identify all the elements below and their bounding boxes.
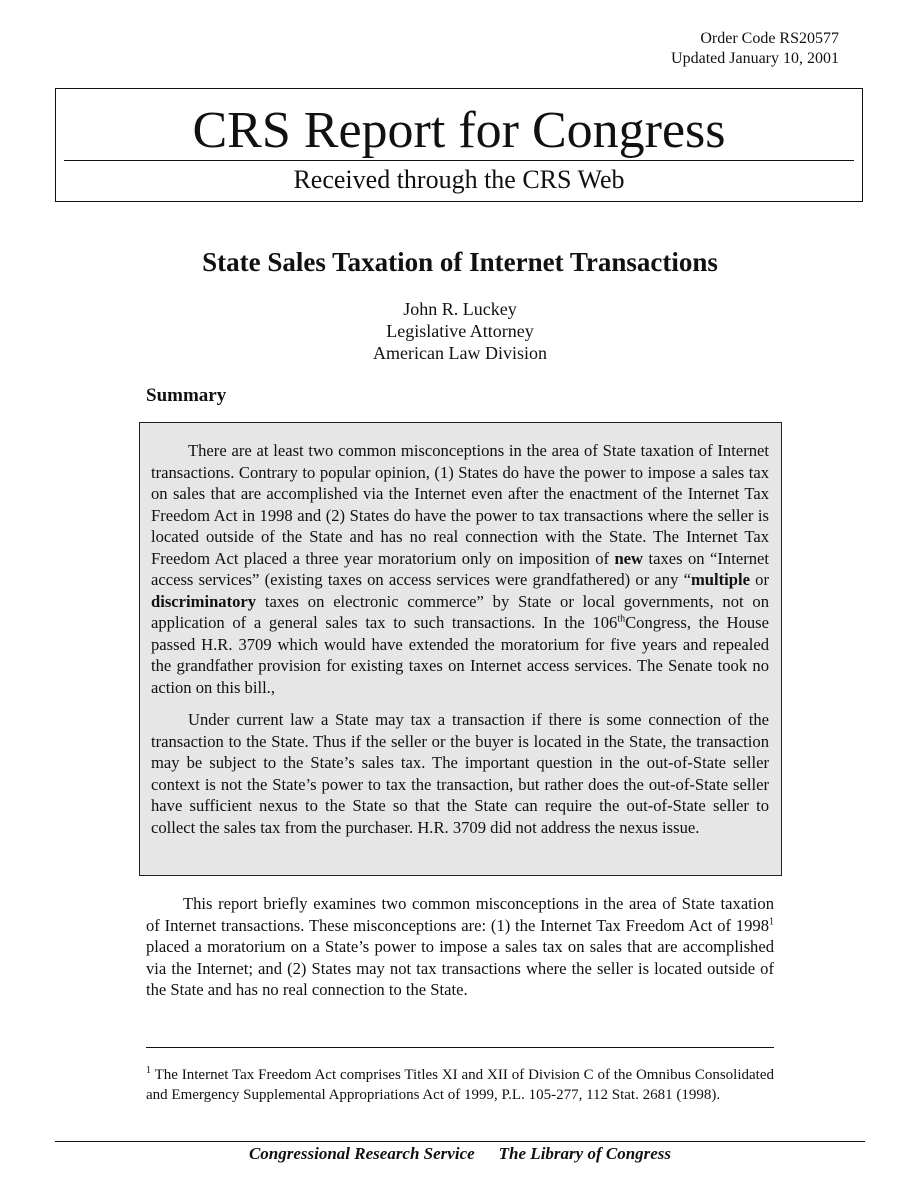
order-code-block (671, 29, 839, 69)
updated-date: Updated January 10, 2001 (671, 50, 839, 67)
summary-p1-text-g: taxes on electronic commerce” by State or local governments, not on application of a general sales tax to such transactions. In the 106 (151, 591, 769, 632)
summary-box (139, 422, 782, 876)
summary-p1-text-e: or (749, 570, 769, 589)
order-code: Order Code RS20577 (700, 30, 839, 47)
summary-p1-bold-multiple: multiple (690, 570, 750, 589)
body-p1-text-a: This report briefly examines two common misconceptions in the area of State taxation of Internet transactions. These misconceptions are: (1) the Internet Tax Freedom Act of 1998 (146, 894, 774, 935)
footer-divider (55, 1141, 865, 1142)
summary-p1-text-h: Congress, the House passed H.R. 3709 which would have extended the moratorium for five years and repealed the grandfather provision for existing taxes on Internet access services. The Senate took no action on this bill., (151, 613, 769, 697)
body-section (146, 893, 774, 1001)
body-p1-text-b: placed a moratorium on a State’s power to impose a sales tax on sales that are accomplished via the Internet; and (2) States may not tax transactions where the seller is located outside of the State and has no real connection to the State. (146, 937, 774, 999)
summary-p1-bold-discriminatory: discriminatory (151, 591, 257, 611)
summary-paragraph-1 (151, 440, 769, 698)
footnote-text: The Internet Tax Freedom Act comprises Titles XI and XII of Division C of the Omnibus Consolidated and Emergency Supplemental Appropriations Act of 1999, P.L. 105-277, 112 Stat. 2681 (1998). (146, 1067, 774, 1103)
footnote-marker: 1 (146, 1065, 151, 1076)
footnote-divider (146, 1047, 774, 1048)
document-title: State Sales Taxation of Internet Transactions (202, 247, 718, 277)
footer-crs: Congressional Research Service (248, 1144, 475, 1163)
footnote-reference: 1 (769, 915, 774, 927)
report-header-box (55, 88, 863, 202)
footnote (146, 1066, 774, 1105)
summary-paragraph-2: Under current law a State may tax a transaction if there is some connection of the transaction to the State. Thus if the seller or the buyer is located in the State, the transaction may be subject to the State’s sales tax. The important question in the out-of-State seller context is not the State’s power to tax the transaction, but rather does the out-of-State seller have sufficient nexus to the State so that the State can require the out-of-State seller to collect the sales tax from the purchaser. H.R. 3709 did not address the nexus issue. (151, 710, 769, 837)
summary-p1-text-c: taxes on “Internet access services” (existing taxes on access services were grandfathered) or any “ (151, 548, 769, 589)
footer-loc: The Library of Congress (498, 1144, 672, 1163)
page-footer (0, 1143, 920, 1165)
author-role: Legislative Attorney (386, 321, 534, 341)
report-header-title: CRS Report for Congress (192, 102, 726, 159)
author-division: American Law Division (373, 343, 547, 363)
summary-p1-superscript: th (617, 613, 626, 625)
body-paragraph-1 (146, 893, 774, 1001)
author-name: John R. Luckey (403, 299, 517, 319)
author-block (0, 298, 920, 364)
header-divider (64, 160, 854, 161)
summary-heading: Summary (146, 385, 227, 406)
summary-p1-bold-new: new (614, 548, 644, 568)
report-header-subtitle: Received through the CRS Web (293, 165, 625, 194)
summary-p1-text-a: There are at least two common misconceptions in the area of State taxation of Internet transactions. Contrary to popular opinion, (1) States do have the power to impose a sales tax on sales that are accomplished via the Internet even after the enactment of the Internet Tax Freedom Act in 1998 and (2) States do have the power to tax transactions where the seller is located outside of the State and has no real connection with the State. The Internet Tax Freedom Act placed a three year moratorium only on imposition of (151, 441, 769, 568)
